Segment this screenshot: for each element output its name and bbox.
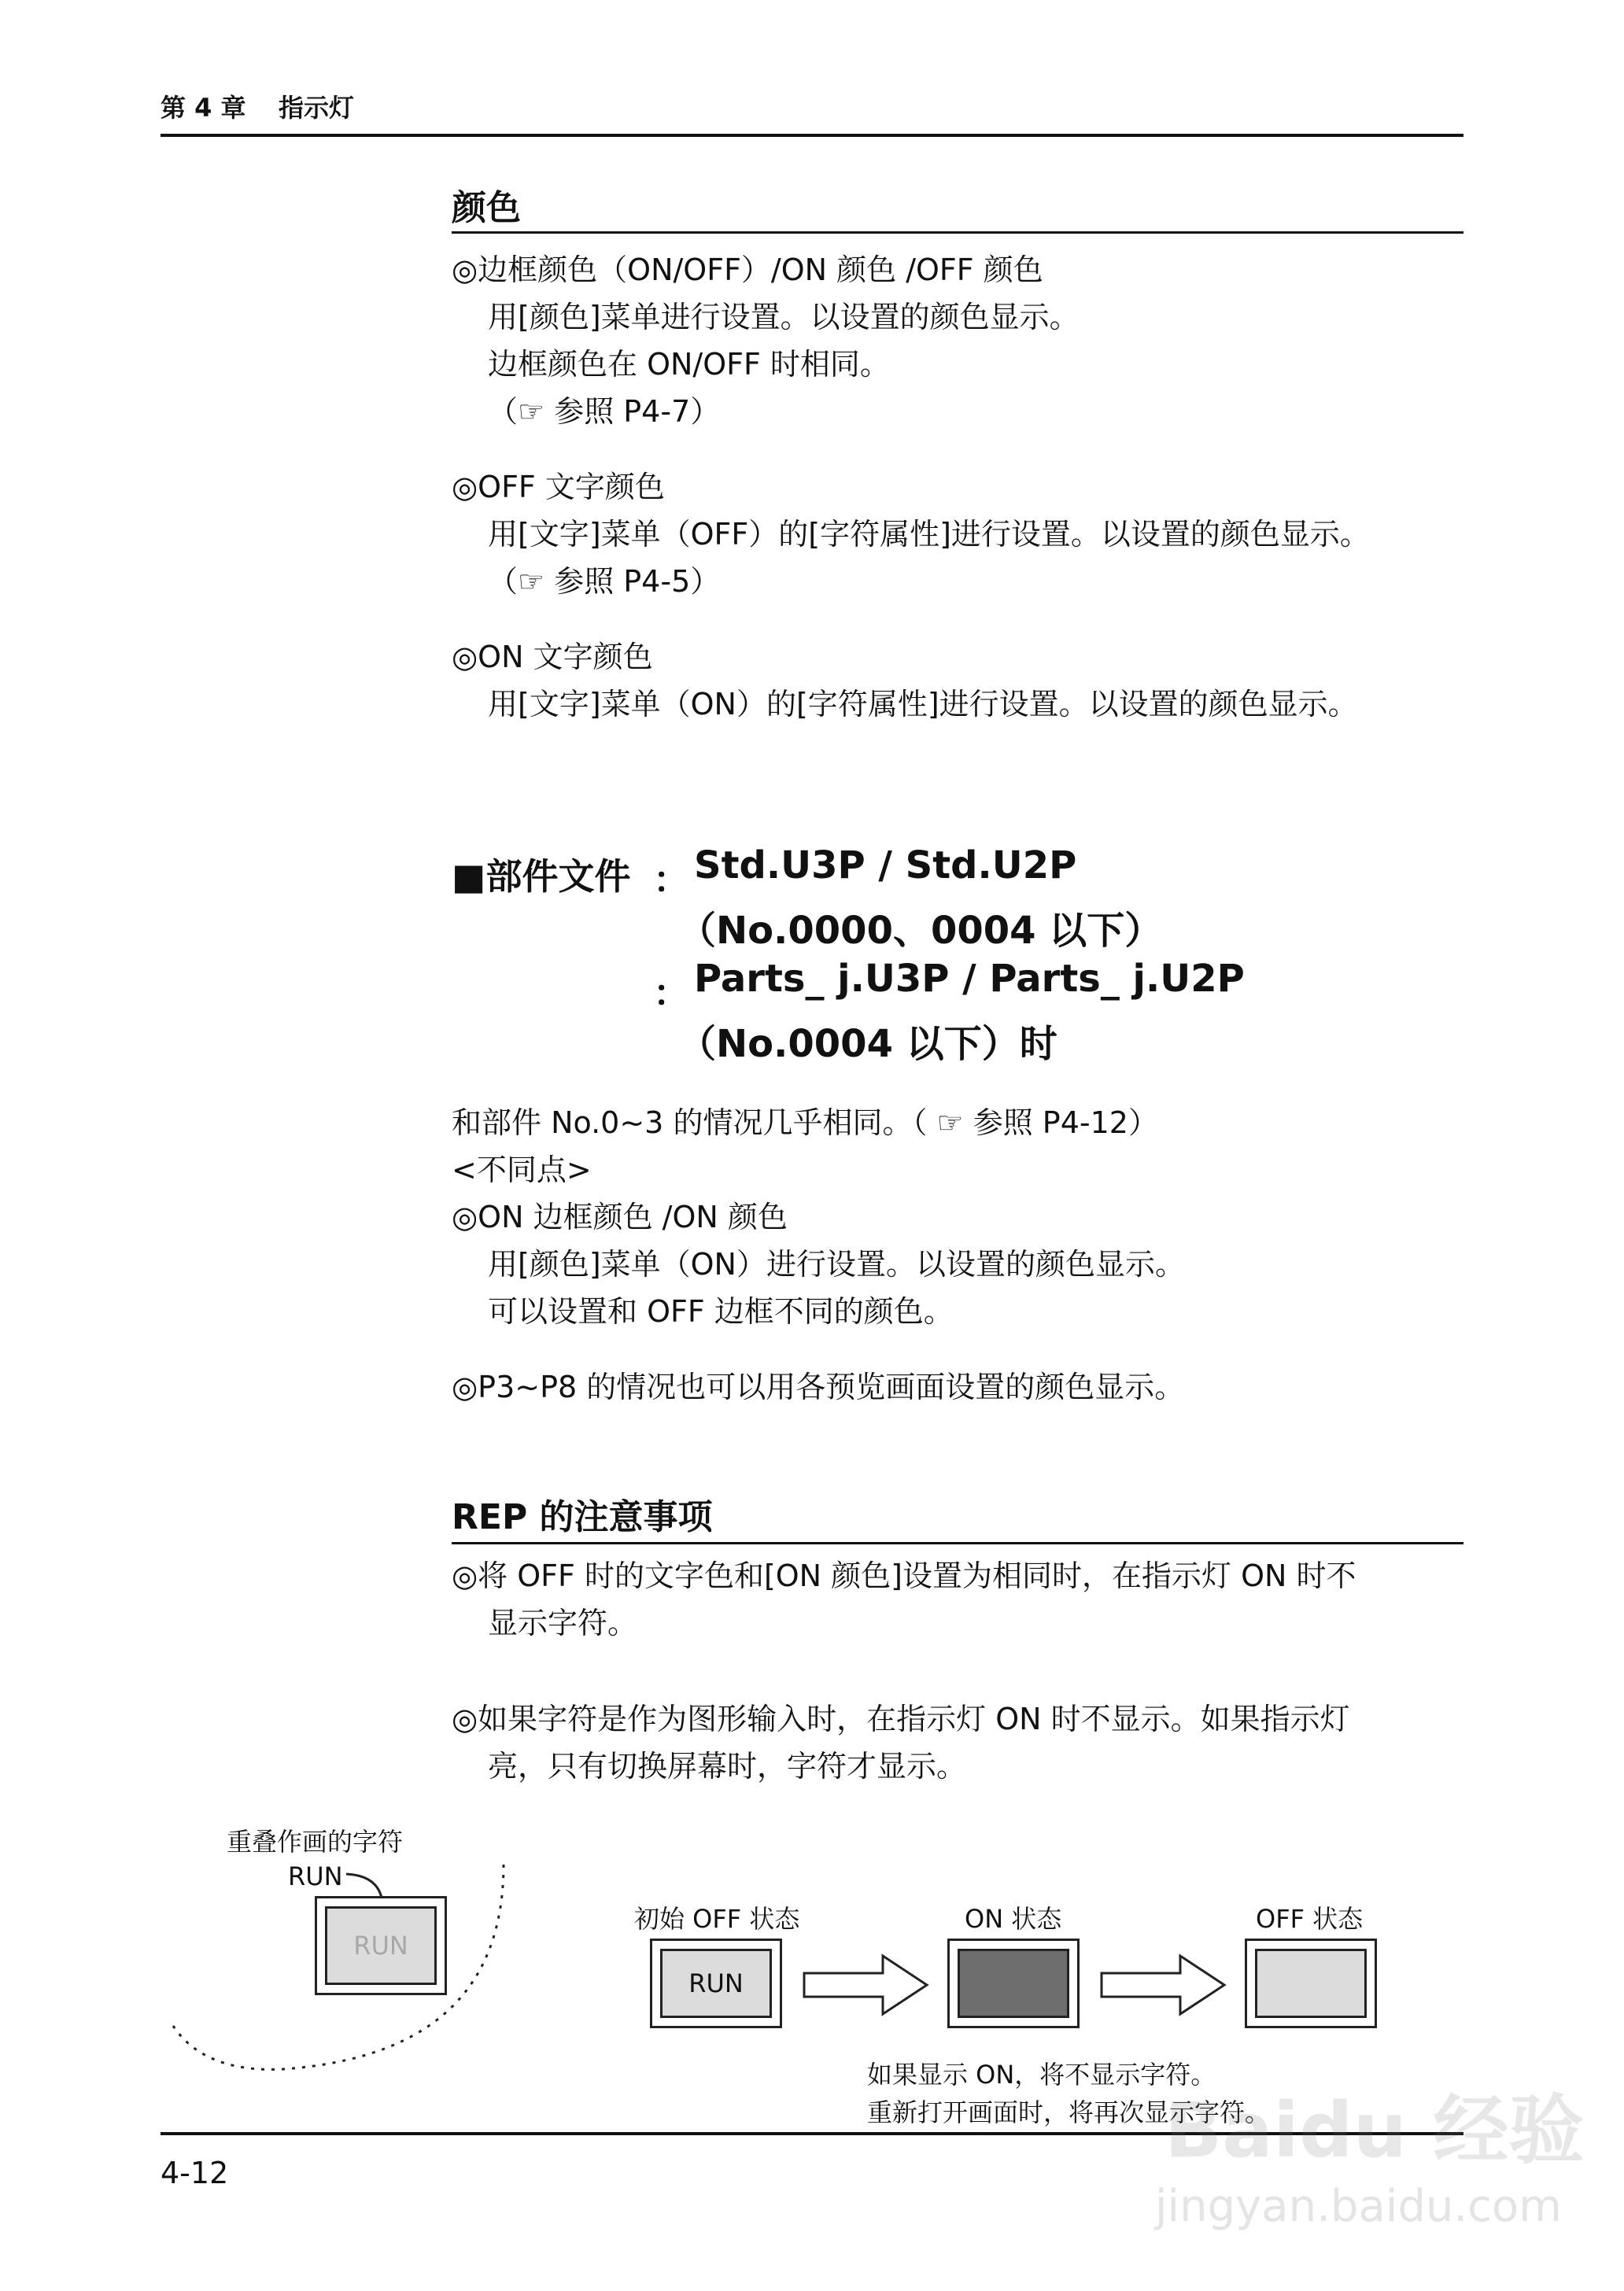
initial-off-box-inner [660, 1949, 772, 2018]
color-item-1-line-2: 边框颜色在 ON/OFF 时相同。 [488, 347, 890, 382]
rep-note-2-line-1: ◎如果字符是作为图形输入时，在指示灯 ON 时不显示。如果指示灯 [452, 1702, 1350, 1736]
overlap-label: 重叠作画的字符 [227, 1827, 404, 1857]
arrow-2 [1098, 1950, 1231, 2020]
color-item-1-ref: （☞ 参照 P4-7） [488, 394, 721, 429]
section-title-color: 颜色 [452, 188, 521, 228]
parts-intro: 和部件 No.0~3 的情况几乎相同。（ ☞ 参照 P4-12） [452, 1105, 1158, 1140]
parts-file-line-1: Std.U3P / Std.U2P [694, 843, 1077, 887]
run-top-label: RUN [288, 1861, 343, 1891]
watermark-url: jingyan.baidu.com [1155, 2181, 1562, 2232]
run-ghost-text: RUN [353, 1931, 408, 1961]
color-item-2-head: ◎OFF 文字颜色 [452, 470, 665, 504]
pointing-hand-icon: ☞ [518, 394, 545, 429]
header-rule [161, 134, 1463, 137]
arrow-1 [801, 1950, 933, 2020]
color-item-3-head: ◎ON 文字颜色 [452, 640, 653, 674]
initial-off-box [650, 1939, 782, 2028]
right-arrow-icon [1102, 1956, 1224, 2014]
color-item-3-line-1: 用[文字]菜单（ON）的[字符属性]进行设置。以设置的颜色显示。 [488, 687, 1358, 721]
section-title-rep: REP 的注意事项 [452, 1497, 713, 1537]
color-item-1-line-1: 用[颜色]菜单进行设置。以设置的颜色显示。 [488, 300, 1080, 334]
rep-note-2-line-2: 亮，只有切换屏幕时，字符才显示。 [488, 1749, 967, 1784]
chapter-title: 指示灯 [279, 93, 355, 123]
on-state-box [947, 1939, 1080, 2028]
parts-file-line-2: （No.0000、0004 以下） [678, 909, 1163, 953]
p3-p8-note: ◎P3~P8 的情况也可以用各预览画面设置的颜色显示。 [452, 1370, 1185, 1404]
color-item-2-line-1: 用[文字]菜单（OFF）的[字符属性]进行设置。以设置的颜色显示。 [488, 517, 1370, 552]
off-state-box [1245, 1939, 1377, 2028]
overlap-box [315, 1896, 447, 1995]
pointing-hand-icon: ☞ [936, 1105, 964, 1140]
state-on-label: ON 状态 [965, 1904, 1062, 1934]
parts-file-line-4: （No.0004 以下）时 [678, 1022, 1057, 1066]
watermark-brand: Baidu 经验 [1164, 2086, 1585, 2175]
parts-file-line-3: Parts_ j.U3P / Parts_ j.U2P [694, 957, 1245, 1001]
parts-file-label: ■部件文件 [452, 855, 631, 898]
rep-note-1-line-1: ◎将 OFF 时的文字色和[ON 颜色]设置为相同时，在指示灯 ON 时不 [452, 1559, 1356, 1593]
pointing-hand-icon: ☞ [518, 564, 545, 599]
state-off-label: OFF 状态 [1256, 1904, 1364, 1934]
diff-head: ◎ON 边框颜色 /ON 颜色 [452, 1200, 788, 1234]
figure-note-line-2: 重新打开画面时，将再次显示字符。 [867, 2097, 1271, 2127]
state-initial-label: 初始 OFF 状态 [634, 1904, 800, 1934]
parts-file-colon-2: ： [653, 972, 689, 1014]
diff-line-1: 用[颜色]菜单（ON）进行设置。以设置的颜色显示。 [488, 1247, 1185, 1282]
color-item-2-ref: （☞ 参照 P4-5） [488, 564, 721, 599]
off-state-box-inner [1255, 1949, 1367, 2018]
right-arrow-icon [804, 1956, 927, 2014]
diff-line-2: 可以设置和 OFF 边框不同的颜色。 [488, 1294, 954, 1329]
page-number: 4-12 [161, 2156, 229, 2190]
section-rule-color [452, 231, 1463, 234]
diff-label: <不同点> [452, 1153, 592, 1187]
run-initial-text: RUN [688, 1968, 744, 1998]
on-state-box-inner [958, 1949, 1069, 2018]
figure-note-line-1: 如果显示 ON，将不显示字符。 [867, 2060, 1216, 2090]
overlap-box-inner [325, 1906, 437, 1985]
parts-file-colon-1: ： [653, 858, 689, 901]
chapter-label: 第 4 章 [161, 93, 246, 123]
section-rule-rep [452, 1542, 1463, 1544]
color-item-1-head: ◎边框颜色（ON/OFF）/ON 颜色 /OFF 颜色 [452, 253, 1043, 287]
rep-note-1-line-2: 显示字符。 [488, 1606, 638, 1640]
